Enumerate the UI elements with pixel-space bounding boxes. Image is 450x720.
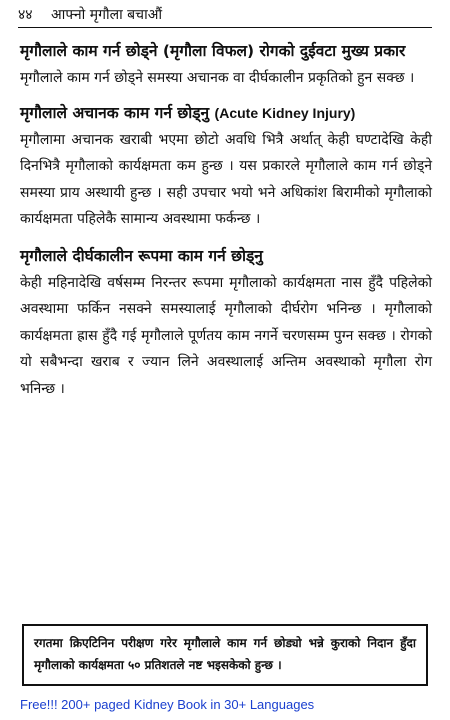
page-number: ४४ [18,7,33,23]
section-body-chronic: केही महिनादेखि वर्षसम्म निरन्तर रूपमा मृगौलाको कार्यक्षमता नास हुँदै पहिलेको अवस्थामा फर्किन नसक्ने समस्यालाई मृगौलाको दीर्घरोग भनिन्छ । मृगौलाको कार्यक्षमता ह्रास हुँदै गई मृगौलाले पूर्णतय काम नगर्ने चरणसम्म पुग्न सक्छ । रोगको यो सबैभन्दा खराब र ज्यान लिने अवस्थालाई अन्तिम अवस्थाको मृगौला रोग भनिन्छ । [20,274,432,397]
highlight-note-box: रगतमा क्रिएटिनिन परीक्षण गरेर मृगौलाले काम गर्न छोड्यो भन्ने कुराको निदान हुँदा मृगौलाको कार्यक्षमता ५० प्रतिशतले नष्ट भइसकेको हुन्छ । [22,624,428,686]
section-body-acute: मृगौलामा अचानक खराबी भएमा छोटो अवधि भित्रै अर्थात् केही घण्टादेखि केही दिनभित्रै मृगौलाको कार्यक्षमता कम हुन्छ । यस प्रकारले मृगौलाले काम गर्न छोड्ने समस्या प्राय अस्थायी हुन्छ । सही उपचार भयो भने अधिकांश बिरामीको मृगौलाको कार्यक्षमता पहिलेकै सामान्य अवस्थामा फर्कन्छ । [20,131,432,227]
main-content [20,40,432,408]
header-divider [18,27,432,28]
section-heading-types: मृगौलाले काम गर्न छोड्ने (मृगौला विफल) रोगको दुईवटा मुख्य प्रकार [20,42,406,60]
section-body-types: मृगौलाले काम गर्न छोड्ने समस्या अचानक वा दीर्घकालीन प्रकृतिको हुन सक्छ । [20,70,415,86]
section-heading-acute [20,102,432,125]
section-heading-chronic: मृगौलाले दीर्घकालीन रूपमा काम गर्न छोड्नु [20,246,263,265]
section-heading-acute-text: मृगौलाले अचानक काम गर्न छोड्नु [20,103,210,122]
book-title: आफ्नो मृगौला बचाऔं [51,7,163,23]
section-heading-acute-english: (Acute Kidney Injury) [214,104,356,121]
running-header [18,6,432,24]
footer-promo-link[interactable]: Free!!! 200+ paged Kidney Book in 30+ Languages [20,697,315,712]
